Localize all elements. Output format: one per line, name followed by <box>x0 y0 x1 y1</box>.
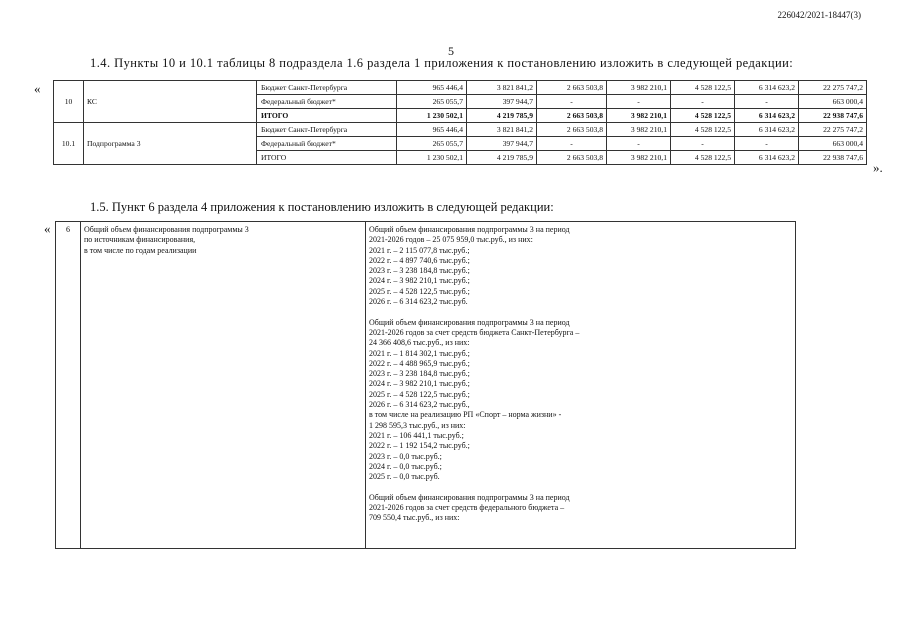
value-cell: 4 528 122,5 <box>671 123 735 137</box>
funding-source: Федеральный бюджет* <box>257 95 397 109</box>
page-number: 5 <box>448 44 454 58</box>
value-cell: 6 314 623,2 <box>735 109 799 123</box>
text-line: 2022 г. – 4 488 965,9 тыс.руб.; <box>369 358 470 368</box>
value-cell: - <box>735 137 799 151</box>
quote-close-1: ». <box>873 160 883 175</box>
value-cell: 265 055,7 <box>397 95 467 109</box>
text-line: 2021-2026 годов за счет средств федерального бюджета – <box>369 503 565 513</box>
value-cell: - <box>671 137 735 151</box>
text-line: 2021 г. – 2 115 077,8 тыс.руб.; <box>369 245 470 255</box>
funding-source: Федеральный бюджет* <box>257 137 397 151</box>
value-cell: 4 528 122,5 <box>671 109 735 123</box>
row-label <box>81 222 366 549</box>
value-cell: 2 663 503,8 <box>537 151 607 165</box>
funding-source: ИТОГО <box>257 151 397 165</box>
text-line <box>369 482 792 492</box>
value-cell: 22 938 747,6 <box>799 109 867 123</box>
text-line: 2025 г. – 4 528 122,5 тыс.руб.; <box>369 389 470 399</box>
value-cell: 6 314 623,2 <box>735 123 799 137</box>
value-cell: 3 821 841,2 <box>467 123 537 137</box>
text-line: в том числе на реализацию РП «Спорт – норма жизни» - <box>369 410 562 420</box>
value-cell: 965 446,4 <box>397 123 467 137</box>
value-cell: - <box>671 95 735 109</box>
value-cell: 4 219 785,9 <box>467 151 537 165</box>
text-line: 709 550,4 тыс.руб., из них: <box>369 513 460 523</box>
value-cell: - <box>537 95 607 109</box>
section-heading-1-4: 1.4. Пункты 10 и 10.1 таблицы 8 подраздела 1.6 раздела 1 приложения к постановлению изложить в следующей редакции: <box>90 56 794 70</box>
funding-source: ИТОГО <box>257 109 397 123</box>
value-cell: 1 230 502,1 <box>397 109 467 123</box>
value-cell: 22 275 747,2 <box>799 123 867 137</box>
text-line: 2022 г. – 4 897 740,6 тыс.руб.; <box>369 255 470 265</box>
value-cell: 2 663 503,8 <box>537 81 607 95</box>
value-cell: 3 982 210,1 <box>607 109 671 123</box>
text-line: в том числе по годам реализации <box>84 245 197 255</box>
value-cell: 3 982 210,1 <box>607 123 671 137</box>
table-row <box>54 123 867 137</box>
row-name: КС <box>84 81 257 123</box>
text-line: 2024 г. – 0,0 тыс.руб.; <box>369 461 442 471</box>
text-line: 2023 г. – 3 238 184,8 тыс.руб.; <box>369 369 470 379</box>
funding-source: Бюджет Санкт-Петербурга <box>257 123 397 137</box>
value-cell: 4 528 122,5 <box>671 81 735 95</box>
subprogram-table <box>55 221 796 549</box>
value-cell: 4 219 785,9 <box>467 109 537 123</box>
document-id: 226042/2021-18447(3) <box>777 10 861 20</box>
text-line: Общий объем финансирования подпрограммы 3 на период <box>369 225 570 234</box>
value-cell: 22 938 747,6 <box>799 151 867 165</box>
financing-table <box>53 80 867 165</box>
value-cell: - <box>607 137 671 151</box>
table-row <box>54 81 867 95</box>
text-line: 2025 г. – 0,0 тыс.руб. <box>369 472 440 482</box>
text-line: 2024 г. – 3 982 210,1 тыс.руб.; <box>369 379 470 389</box>
funding-source: Бюджет Санкт-Петербурга <box>257 81 397 95</box>
value-cell: 663 000,4 <box>799 95 867 109</box>
value-cell: 2 663 503,8 <box>537 109 607 123</box>
text-line: 2021 г. – 106 441,1 тыс.руб.; <box>369 430 464 440</box>
value-cell: 397 944,7 <box>467 137 537 151</box>
value-cell: 3 982 210,1 <box>607 81 671 95</box>
text-line: Общий объем финансирования подпрограммы 3 на период <box>369 492 570 502</box>
value-cell: 4 528 122,5 <box>671 151 735 165</box>
value-cell: 2 663 503,8 <box>537 123 607 137</box>
text-line: Общий объем финансирования подпрограммы 3 <box>84 225 249 234</box>
table-row <box>56 222 796 549</box>
row-id: 6 <box>56 222 81 549</box>
section-heading-1-5: 1.5. Пункт 6 раздела 4 приложения к постановлению изложить в следующей редакции: <box>90 200 554 214</box>
value-cell: 6 314 623,2 <box>735 151 799 165</box>
text-line: 2023 г. – 3 238 184,8 тыс.руб.; <box>369 266 470 276</box>
row-name: Подпрограмма 3 <box>84 123 257 165</box>
text-line <box>369 307 792 317</box>
value-cell: - <box>607 95 671 109</box>
value-cell: 3 982 210,1 <box>607 151 671 165</box>
value-cell: 663 000,4 <box>799 137 867 151</box>
row-description <box>366 222 796 549</box>
value-cell: 22 275 747,2 <box>799 81 867 95</box>
value-cell: 1 230 502,1 <box>397 151 467 165</box>
text-line: Общий объем финансирования подпрограммы 3 на период <box>369 317 570 327</box>
text-line: 2021-2026 годов – 25 075 959,0 тыс.руб., из них: <box>369 235 533 245</box>
text-line: 2025 г. – 4 528 122,5 тыс.руб.; <box>369 286 470 296</box>
text-line: 1 298 595,3 тыс.руб., из них: <box>369 420 466 430</box>
text-line: 2026 г. – 6 314 623,2 тыс.руб., <box>369 400 470 410</box>
text-line: 2021-2026 годов за счет средств бюджета Санкт-Петербурга – <box>369 327 580 337</box>
value-cell: 3 821 841,2 <box>467 81 537 95</box>
text-line: 2023 г. – 0,0 тыс.руб.; <box>369 451 442 461</box>
text-line: 24 366 408,6 тыс.руб., из них: <box>369 338 470 348</box>
quote-open-2: « <box>44 221 51 236</box>
value-cell: - <box>735 95 799 109</box>
value-cell: 6 314 623,2 <box>735 81 799 95</box>
text-line: 2024 г. – 3 982 210,1 тыс.руб.; <box>369 276 470 286</box>
value-cell: 265 055,7 <box>397 137 467 151</box>
row-id: 10 <box>54 81 84 123</box>
value-cell: 397 944,7 <box>467 95 537 109</box>
value-cell: 965 446,4 <box>397 81 467 95</box>
value-cell: - <box>537 137 607 151</box>
quote-open-1: « <box>34 81 41 96</box>
row-id: 10.1 <box>54 123 84 165</box>
text-line: 2026 г. – 6 314 623,2 тыс.руб. <box>369 297 468 307</box>
text-line: 2021 г. – 1 814 302,1 тыс.руб.; <box>369 348 470 358</box>
text-line: по источникам финансирования, <box>84 235 196 245</box>
text-line: 2022 г. – 1 192 154,2 тыс.руб.; <box>369 441 470 451</box>
